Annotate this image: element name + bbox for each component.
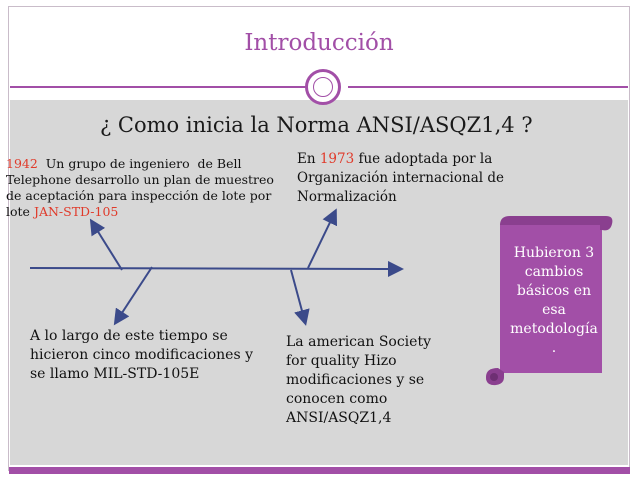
box-american	[286, 333, 476, 428]
box-1942-line-c: de aceptación para inspección de lote por	[6, 188, 272, 203]
year-1942: 1942	[6, 156, 38, 171]
box-american-line5: ANSI/ASQZ1,4	[286, 410, 392, 426]
jan-std-105: JAN-STD-105	[33, 204, 119, 219]
year-1973: 1973	[319, 151, 355, 167]
box-mil-line3: se llamo MIL-STD-105E	[30, 366, 200, 382]
box-1942-line-b: Telephone desarrollo un plan de muestreo	[6, 172, 274, 187]
box-american-line1: La american Society	[286, 334, 431, 350]
box-1942-line-a: Un grupo de ingeniero de Bell	[37, 156, 242, 171]
box-1973	[297, 150, 547, 207]
scroll-line6: .	[551, 340, 557, 356]
bone-mil	[116, 267, 152, 322]
box-mil	[30, 327, 270, 384]
fishbone-spine	[30, 268, 400, 269]
box-american-line2: for quality Hizo	[286, 353, 397, 369]
scroll-text	[506, 244, 602, 358]
box-1973-line-c: Normalización	[297, 189, 397, 205]
scroll-line4: esa	[542, 302, 566, 318]
scroll-line5: metodología	[510, 321, 598, 337]
box-1973-line-b: Organización internacional de	[297, 170, 504, 186]
slide-title: Introducción	[244, 30, 394, 56]
box-mil-line1: A lo largo de este tiempo se	[30, 328, 228, 344]
box-1942-line-d: lote	[6, 204, 30, 219]
bone-american	[291, 270, 305, 322]
box-1973-line-a: fue adoptada por la	[354, 151, 493, 167]
question-heading: ¿ Como inicia la Norma ANSI/ASQZ1,4 ?	[100, 113, 533, 137]
box-1942	[6, 156, 276, 220]
box-1973-prefix: En	[297, 151, 320, 167]
scroll-line2: cambios	[524, 264, 584, 280]
scroll-line3: básicos en	[516, 283, 592, 299]
bone-1973	[308, 212, 335, 268]
scroll-line1: Hubieron 3	[513, 245, 595, 261]
box-mil-line2: hicieron cinco modificaciones y	[30, 347, 254, 363]
box-american-line4: conocen como	[286, 391, 388, 407]
box-american-line3: modificaciones y se	[286, 372, 425, 388]
bone-1942	[92, 222, 122, 270]
